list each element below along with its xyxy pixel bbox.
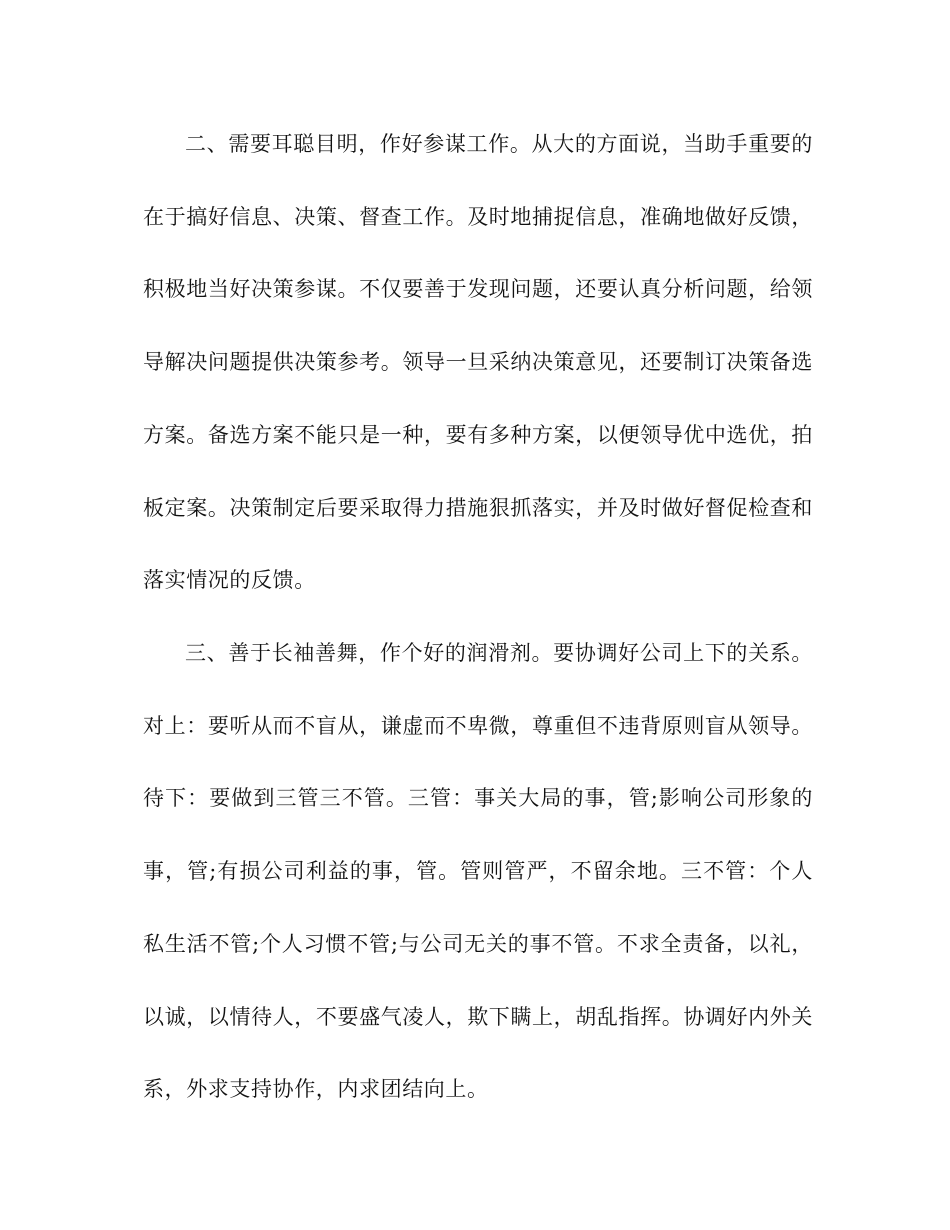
paragraph-coordination: 三、善于长袖善舞，作个好的润滑剂。要协调好公司上下的关系。对上：要听从而不盲从，谦虚而不卑微，尊重但不违背原则盲从领导。待下：要做到三管三不管。三管：事关大局的事，管;影响公司形象的事，管;有损公司利益的事，管。管则管严，不留余地。三不管：个人私生活不管;个人习惯不管;与公司无关的事不管。不求全责备，以礼，以诚，以情待人，不要盛气凌人，欺下瞒上，胡乱指挥。协调好内外关系，外求支持协作，内求团结向上。 (143, 641, 813, 1102)
paragraph-advisory-work: 二、需要耳聪目明，作好参谋工作。从大的方面说，当助手重要的在于搞好信息、决策、督查工作。及时地捕捉信息，准确地做好反馈，积极地当好决策参谋。不仅要善于发现问题，还要认真分析问题，给领导解决问题提供决策参考。领导一旦采纳决策意见，还要制订决策备选方案。备选方案不能只是一种，要有多种方案，以便领导优中选优，拍板定案。决策制定后要采取得力措施狠抓落实，并及时做好督促检查和落实情况的反馈。 (143, 132, 813, 593)
